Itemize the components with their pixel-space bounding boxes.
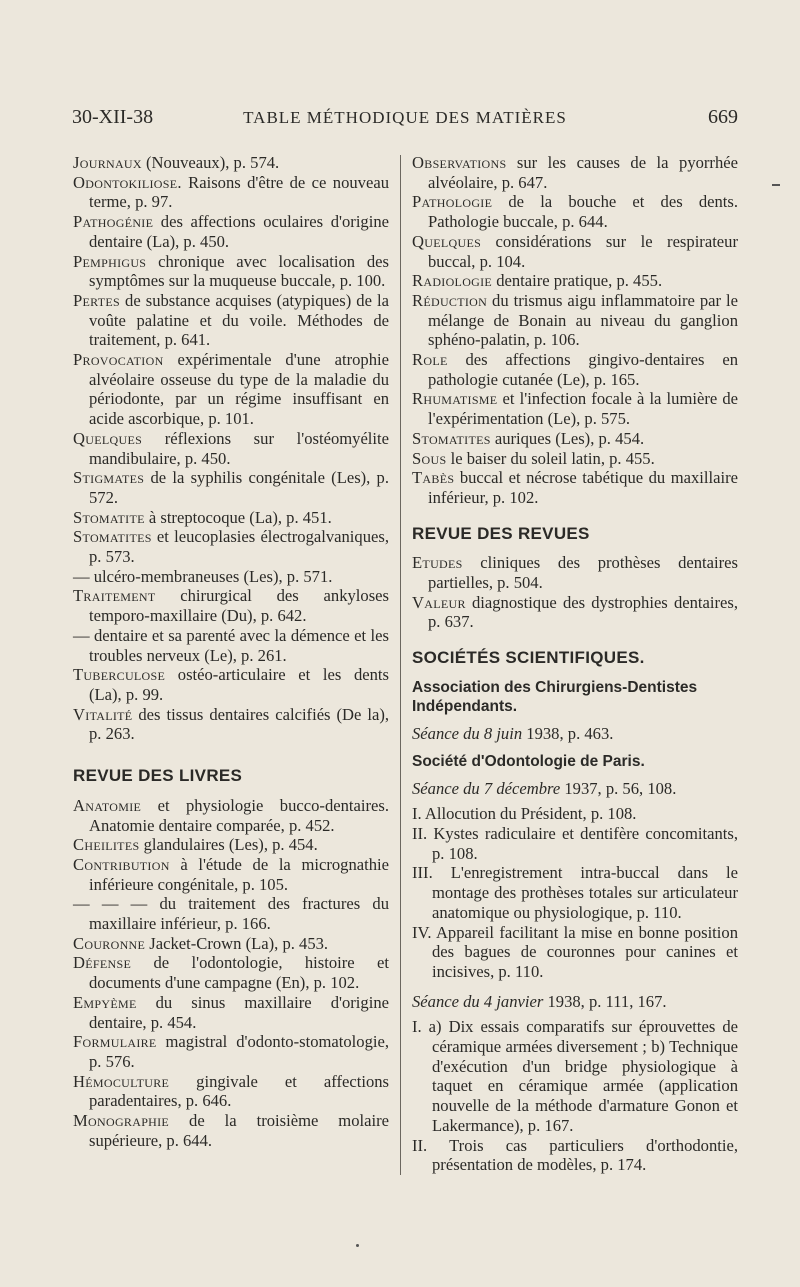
index-entry — [73, 705, 389, 744]
index-entry — [73, 953, 389, 992]
index-entry — [73, 796, 389, 835]
index-entry — [412, 291, 738, 350]
index-entry — [412, 468, 738, 507]
index-entry — [412, 593, 738, 632]
entry-text: des affections gingivo-dentaires en pathologie cutanée (Le), p. 165. — [428, 350, 738, 389]
index-entry — [73, 567, 389, 587]
index-entry — [412, 553, 738, 592]
index-entry — [73, 1032, 389, 1071]
entry-keyword: Pemphigus — [73, 251, 147, 271]
margin-mark — [772, 184, 780, 186]
index-entry — [73, 291, 389, 350]
entry-keyword: Tuberculose — [73, 665, 166, 685]
entry-text: des affections oculaires d'origine dentaire (La), p. 450. — [89, 212, 389, 251]
entry-text: considérations sur le respirateur buccal, p. 104. — [428, 231, 738, 271]
entry-text: le baiser du soleil latin, p. 455. — [446, 448, 655, 468]
index-entry — [73, 508, 389, 528]
entry-text: de substance acquises (atypiques) de la voûte palatine et du voile. Méthodes de traitement, p. 641. — [89, 290, 389, 350]
entry-keyword: Role — [412, 350, 448, 370]
seance-label: Séance du 8 juin — [412, 723, 523, 743]
seance-1-items — [412, 804, 738, 981]
seance-label: Séance du 7 décembre — [412, 778, 561, 798]
entry-text: cliniques des prothèses dentaires partielles, p. 504. — [428, 553, 738, 593]
revue-livres-list — [73, 796, 389, 1151]
page-dot — [356, 1244, 359, 1247]
entry-keyword: Pathologie — [412, 192, 493, 212]
entry-keyword: Défense — [73, 953, 132, 973]
index-entry — [412, 449, 738, 469]
revue-revues-list — [412, 553, 738, 632]
entry-text: à streptocoque (La), p. 451. — [144, 507, 332, 527]
index-entry — [73, 527, 389, 566]
societe-title: Société d'Odontologie de Paris. — [412, 752, 645, 770]
entry-text: des tissus dentaires calcifiés (De la), p. 263. — [89, 704, 389, 744]
seance-item: II. Trois cas particuliers d'orthodontie, présentation de modèles, p. 174. — [412, 1135, 738, 1175]
index-entry — [73, 626, 389, 665]
entry-keyword: Odontokiliose. — [73, 172, 182, 192]
section-title-societes: SOCIÉTÉS SCIENTIFIQUES. — [412, 648, 645, 668]
seance-item: I. Allocution du Président, p. 108. — [412, 804, 637, 824]
entry-text: dentaire pratique, p. 455. — [492, 271, 663, 291]
section-title-revue-revues: REVUE DES REVUES — [412, 523, 590, 543]
entry-text: diagnostique des dystrophies dentaires, p. 637. — [428, 592, 738, 632]
entry-keyword: Couronne — [73, 933, 146, 953]
seance-ref: 1937, p. 56, 108. — [560, 778, 677, 798]
entry-text: expérimentale d'une atrophie alvéolaire osseuse du type de la maladie du périodonte, par un régime insuffisant en acide ascorbique, p. 101. — [89, 350, 389, 429]
entry-keyword: Monographie — [73, 1111, 170, 1131]
entry-keyword: Etudes — [412, 553, 463, 573]
index-entry — [412, 429, 738, 449]
left-column — [73, 153, 389, 1150]
entry-keyword: Traitement — [73, 586, 156, 606]
seance-ref: 1938, p. 463. — [522, 723, 614, 743]
entry-keyword: Tabès — [412, 468, 455, 488]
index-entry — [73, 894, 389, 933]
index-entry — [73, 212, 389, 251]
header-date: 30-XII-38 — [72, 106, 154, 128]
section-title-revue-livres: REVUE DES LIVRES — [73, 766, 243, 786]
entry-text: chronique avec localisation des symptômes sur la muqueuse buccale, p. 100. — [89, 251, 389, 291]
entry-text: Raisons d'être de ce nouveau terme, p. 97. — [89, 172, 389, 212]
entry-keyword: Stomatite — [73, 507, 145, 527]
entry-keyword: Sous — [412, 448, 447, 468]
entry-keyword: Anatomie — [73, 795, 142, 815]
right-column — [412, 153, 738, 1175]
entry-text: auriques (Les), p. 454. — [490, 428, 645, 448]
entry-keyword: Pathogénie — [73, 212, 154, 232]
index-entry — [73, 586, 389, 625]
entry-keyword: Pertes — [73, 290, 120, 310]
entry-text: ostéo-articulaire et les dents (La), p. 99. — [89, 665, 389, 704]
entry-keyword: Stomatites — [73, 527, 152, 547]
seance-item: IV. Appareil facilitant la mise en bonne position des bagues de couronnes pour canines et incisives, p. 110. — [412, 922, 738, 981]
index-entry — [412, 192, 738, 231]
entry-keyword: Formulaire — [73, 1032, 157, 1052]
entry-keyword: Stomatites — [412, 428, 491, 448]
column-divider — [400, 155, 401, 1175]
entry-text: — ulcéro-membraneuses (Les), p. 571. — [73, 566, 333, 586]
seance-item: III. L'enregistrement intra-buccal dans le montage des prothèses totales sur articulateur anatomique ou physiologique, p. 110. — [412, 863, 738, 922]
entry-text: Jacket-Crown (La), p. 453. — [145, 933, 329, 953]
entry-keyword: Stigmates — [73, 468, 145, 488]
index-entry — [412, 232, 738, 271]
entry-text: du sinus maxillaire d'origine dentaire, p. 454. — [89, 992, 389, 1032]
entry-keyword: Valeur — [412, 592, 466, 612]
index-entry — [73, 350, 389, 429]
seance-2-items — [412, 1017, 738, 1175]
entry-text: réflexions sur l'ostéomyélite mandibulaire, p. 450. — [89, 428, 389, 468]
right-entry-list — [412, 153, 738, 508]
entry-keyword: Journaux — [73, 153, 142, 172]
seance-2 — [412, 992, 738, 1012]
entry-text: — dentaire et sa parenté avec la démence et les troubles nerveux (Le), p. 261. — [73, 625, 389, 665]
index-entry — [73, 1111, 389, 1150]
entry-text: (Nouveaux), p. 574. — [141, 153, 280, 172]
entry-keyword: Vitalité — [73, 704, 133, 724]
left-entry-list — [73, 153, 389, 744]
entry-text: et l'infection focale à la lumière de l'expérimentation (Le), p. 575. — [428, 389, 738, 429]
index-entry — [73, 835, 389, 855]
entry-text: de la syphilis congénitale (Les), p. 572. — [89, 468, 389, 507]
entry-text: sur les causes de la pyorrhée alvéolaire, p. 647. — [428, 153, 738, 192]
index-entry — [73, 993, 389, 1032]
index-entry — [73, 252, 389, 291]
index-entry — [73, 934, 389, 954]
entry-text: du trismus aigu inflammatoire par le mélange de Bonain au niveau du ganglion sphéno-palatin, p. 106. — [428, 290, 738, 350]
entry-keyword: Contribution — [73, 854, 170, 874]
entry-text: glandulaires (Les), p. 454. — [139, 835, 318, 855]
entry-text: buccal et nécrose tabétique du maxillaire inférieur, p. 102. — [428, 468, 738, 507]
entry-keyword: Cheilites — [73, 835, 140, 855]
seance-item: II. Kystes radiculaire et dentifère concomitants, p. 108. — [412, 823, 738, 863]
index-entry — [412, 271, 738, 291]
seance-item: I. a) Dix essais comparatifs sur éprouvettes de céramique armées diversement ; b) Technique d'exécution d'un bridge physiologique à taquet en céramique armée (application nouvelle de la méthode d'armature Gonon et Lakermance), p. 167. — [412, 1017, 738, 1135]
index-entry — [412, 350, 738, 389]
page-header — [72, 106, 738, 136]
index-entry — [73, 665, 389, 704]
entry-text: magistral d'odonto-stomatologie, p. 576. — [89, 1032, 389, 1071]
index-entry — [73, 429, 389, 468]
entry-keyword: Empyème — [73, 992, 137, 1012]
entry-keyword: Quelques — [412, 231, 482, 251]
index-entry — [73, 855, 389, 894]
entry-text: de la troisième molaire supérieure, p. 644. — [89, 1111, 389, 1150]
entry-text: gingivale et affections paradentaires, p. 646. — [89, 1071, 389, 1111]
entry-text: à l'étude de la micrognathie inférieure congénitale, p. 105. — [89, 854, 389, 894]
index-entry — [73, 1072, 389, 1111]
entry-keyword: Quelques — [73, 428, 143, 448]
seance-1 — [412, 779, 738, 799]
entry-text: chirurgical des ankyloses temporo-maxillaire (Du), p. 642. — [89, 586, 389, 626]
entry-keyword: Radiologie — [412, 271, 493, 291]
entry-text: de la bouche et des dents. Pathologie buccale, p. 644. — [428, 192, 738, 232]
association-title: Association des Chirurgiens-Dentistes Indépendants. — [412, 678, 698, 715]
entry-keyword: Hémoculture — [73, 1071, 170, 1091]
seance-label: Séance du 4 janvier — [412, 991, 544, 1011]
entry-text: et physiologie bucco-dentaires. Anatomie dentaire comparée, p. 452. — [89, 795, 389, 835]
index-entry — [73, 468, 389, 507]
entry-keyword: Réduction — [412, 290, 488, 310]
index-entry — [412, 389, 738, 428]
index-entry — [412, 153, 738, 192]
entry-keyword: Provocation — [73, 350, 164, 370]
entry-text: et leucoplasies électrogalvaniques, p. 573. — [89, 527, 389, 567]
index-entry — [73, 153, 389, 173]
entry-text: de l'odontologie, histoire et documents d'une campagne (En), p. 102. — [89, 953, 389, 993]
entry-text: — — — du traitement des fractures du maxillaire inférieur, p. 166. — [73, 894, 389, 934]
entry-keyword: Observations — [412, 153, 507, 172]
seance-ref: 1938, p. 111, 167. — [543, 991, 667, 1011]
header-title: TABLE MÉTHODIQUE DES MATIÈRES — [243, 108, 567, 127]
entry-keyword: Rhumatisme — [412, 389, 498, 409]
page-number: 669 — [708, 106, 738, 128]
index-entry — [73, 173, 389, 212]
association-seance — [412, 724, 738, 744]
